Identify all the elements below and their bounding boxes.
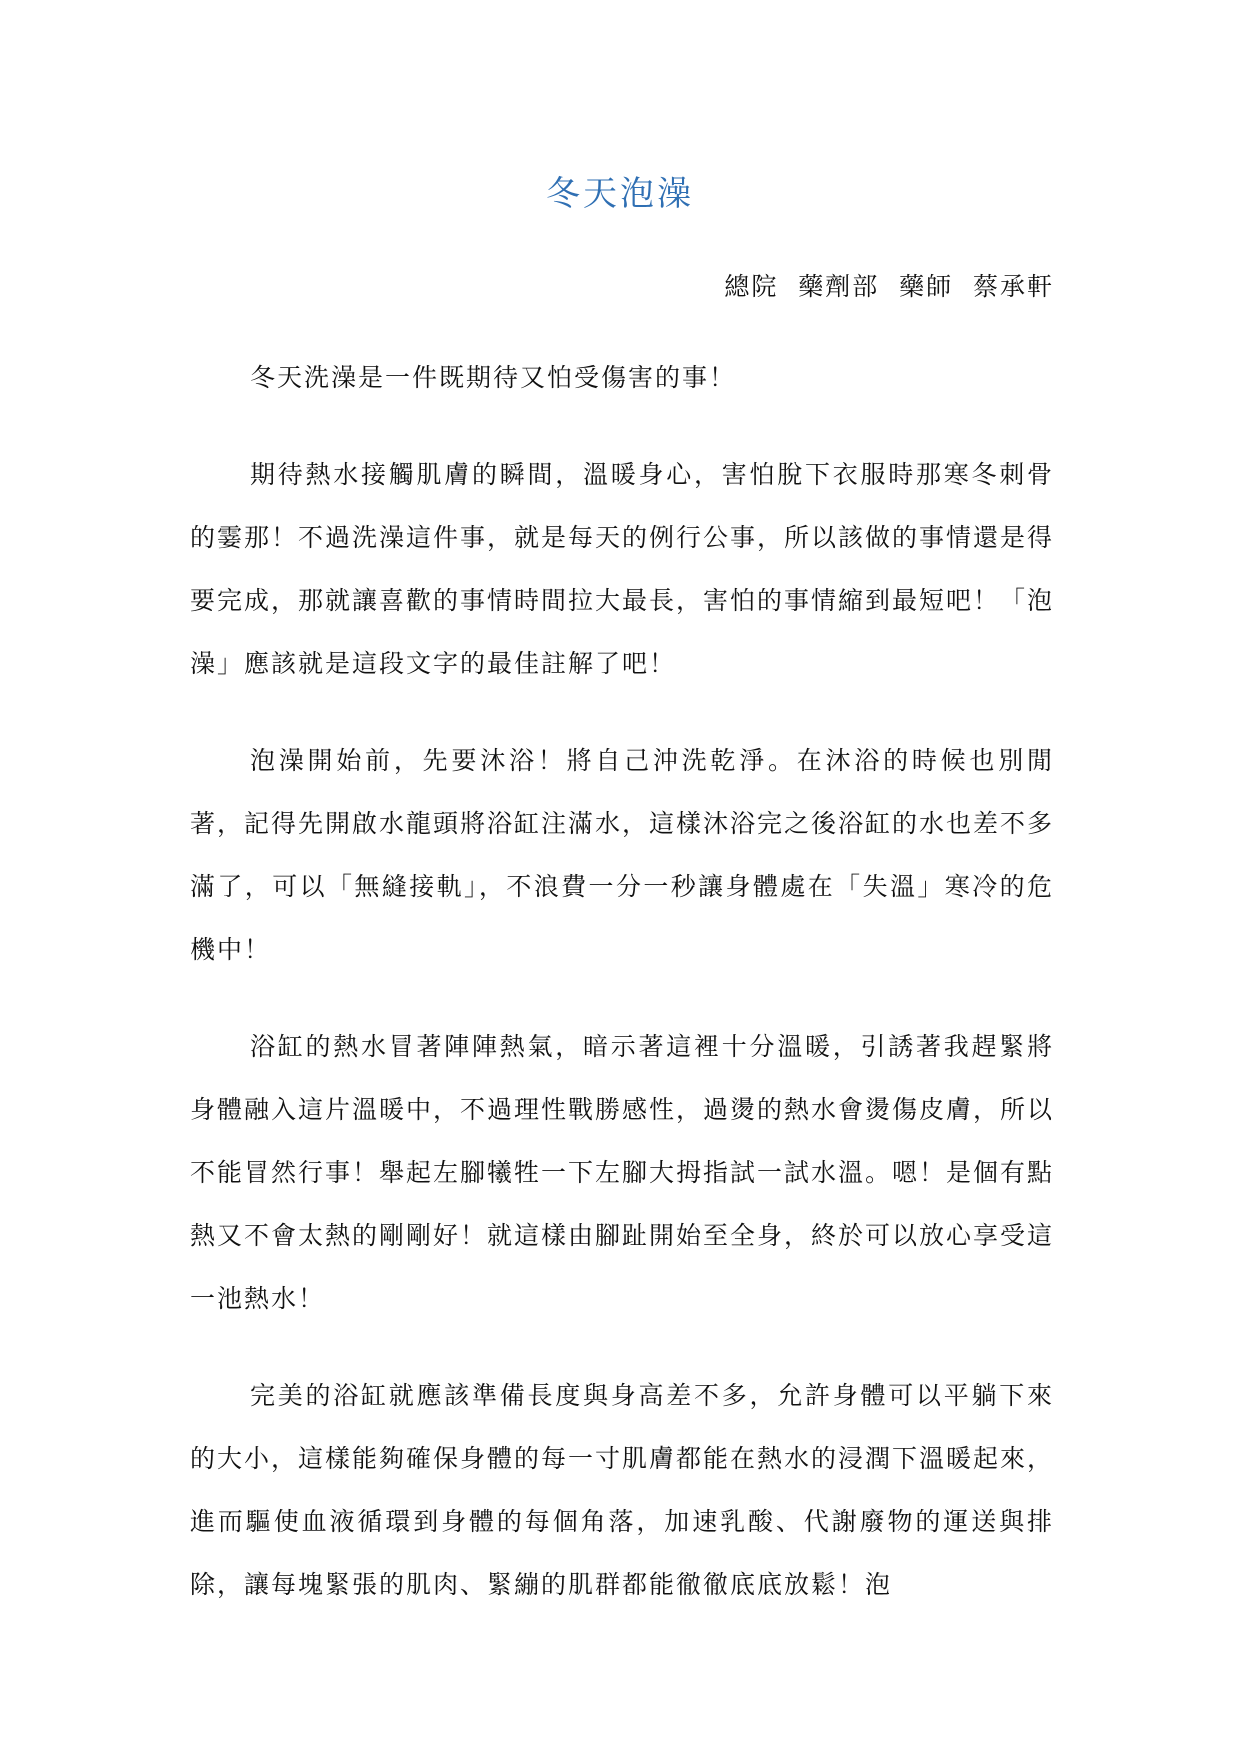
- article-body: [190, 346, 1054, 1650]
- paragraph-2: 期待熱水接觸肌膚的瞬間，溫暖身心，害怕脫下衣服時那寒冬刺骨的霎那！不過洗澡這件事，就是每天的例行公事，所以該做的事情還是得要完成，那就讓喜歡的事情時間拉大最長，害怕的事情縮到最短吧！「泡澡」應該就是這段文字的最佳註解了吧！: [190, 460, 1055, 678]
- paragraph-5: 完美的浴缸就應該準備長度與身高差不多，允許身體可以平躺下來的大小，這樣能夠確保身體的每一寸肌膚都能在熱水的浸潤下溫暖起來，進而驅使血液循環到身體的每個角落，加速乳酸、代謝廢物的運送與排除，讓每塊緊張的肌肉、緊繃的肌群都能徹徹底底放鬆！泡: [190, 1381, 1055, 1599]
- paragraph-3: 泡澡開始前，先要沐浴！將自己沖洗乾淨。在沐浴的時候也別閒著，記得先開啟水龍頭將浴缸注滿水，這樣沐浴完之後浴缸的水也差不多滿了，可以「無縫接軌」，不浪費一分一秒讓身體處在「失溫」寒冷的危機中！: [190, 746, 1055, 964]
- paragraph-1: 冬天洗澡是一件既期待又怕受傷害的事！: [250, 363, 737, 392]
- paragraph-4: 浴缸的熱水冒著陣陣熱氣，暗示著這裡十分溫暖，引誘著我趕緊將身體融入這片溫暖中，不過理性戰勝感性，過燙的熱水會燙傷皮膚，所以不能冒然行事！舉起左腳犧牲一下左腳大拇指試一試水溫。嗯！是個有點熱又不會太熱的剛剛好！就這樣由腳趾開始至全身，終於可以放心享受這一池熱水！: [190, 1032, 1055, 1313]
- author-line: 總院 藥劑部 藥師 蔡承軒: [724, 272, 1054, 301]
- document-title: 冬天泡澡: [546, 174, 694, 214]
